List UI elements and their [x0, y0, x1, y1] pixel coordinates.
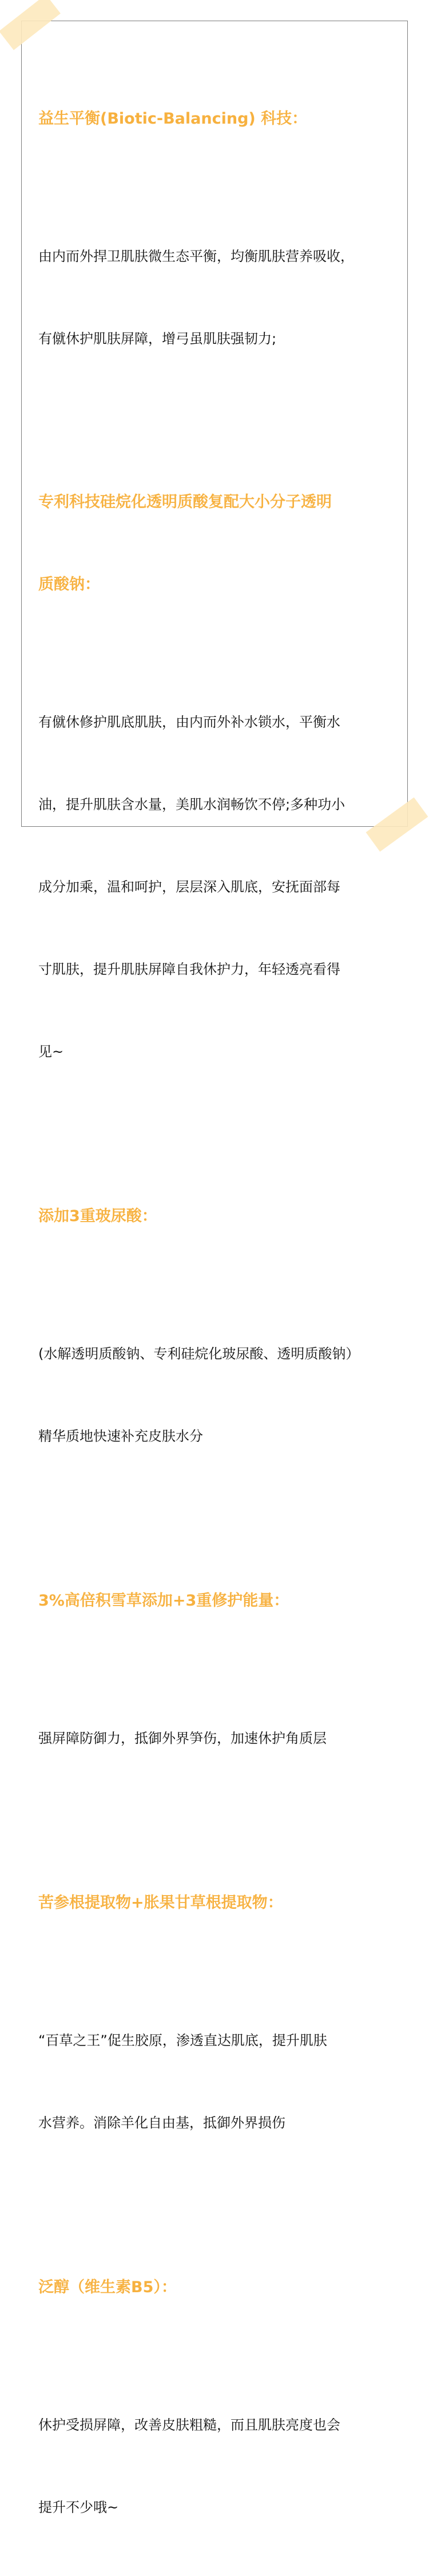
section-biotic-balancing: [38, 50, 404, 407]
section-centella: [38, 1532, 404, 1807]
body-line: 休护受损屏障，改善皮肤粗糙，而且肌肤亮度也会: [38, 2417, 340, 2433]
body-line: “百草之王”促生胶原，渗透直达肌底，提升肌肤: [38, 2032, 327, 2048]
heading-line: 添加3重玻尿酸：: [38, 1207, 157, 1225]
heading-line: 专利科技硅烷化透明质酸复配大小分子透明: [38, 493, 332, 511]
section-body: [38, 1670, 404, 1807]
body-line: 寸肌肤，提升肌肤屏障自我休护力，年轻透亮看得: [38, 961, 340, 977]
section-heading: [38, 1148, 404, 1285]
section-panthenol: [38, 2219, 404, 2576]
body-line: 有僦休护肌肤屏障，增弓虽肌肤强韧力;: [38, 331, 277, 347]
heading-line: 质酸钠：: [38, 576, 100, 593]
body-line: 水营养。消除羊化自由基，抵御外界损伤: [38, 2115, 285, 2131]
section-heading: [38, 2219, 404, 2356]
body-line: 强屏障防御力，抵御外界笋伤，加速休护角质层: [38, 1730, 327, 1746]
body-line: 由内而外捍卫肌肤微生态平衡，均衡肌肤营养吸收，: [38, 248, 354, 264]
heading-line: 益生平衡(Biotic-Balancing) 科技：: [38, 110, 308, 128]
section-body: [38, 653, 404, 1120]
section-body: [38, 1285, 404, 1505]
section-heading: [38, 434, 404, 653]
body-line: 有僦休修护肌底肌肤，由内而外补水锁水，平衡水: [38, 714, 340, 730]
section-heading: [38, 1532, 404, 1670]
heading-line: 泛醇（维生素B5）：: [38, 2278, 177, 2296]
section-herbal-extracts: [38, 1834, 404, 2191]
body-line: 精华质地快速补充皮肤水分: [38, 1428, 203, 1444]
body-line: 提升不少哦~: [38, 2499, 119, 2515]
ingredient-list: [38, 50, 404, 2576]
section-heading: [38, 50, 404, 188]
section-body: [38, 2356, 404, 2576]
body-line: 见~: [38, 1044, 64, 1060]
heading-line: 苦参根提取物+胀果甘草根提取物：: [38, 1894, 283, 1912]
section-body: [38, 1972, 404, 2191]
body-line: 油，提升肌肤含水量，美肌水润畅饮不停;多种功小: [38, 796, 345, 813]
section-hyaluronic-complex: [38, 434, 404, 1120]
body-line: 成分加乘，温和呵护，层层深入肌底，安抚面部每: [38, 879, 340, 895]
section-heading: [38, 1834, 404, 1972]
section-body: [38, 188, 404, 407]
section-triple-hyaluronic: [38, 1148, 404, 1505]
body-line: (水解透明质酸钠、专利硅烷化玻尿酸、透明质酸钠）: [38, 1346, 360, 1362]
heading-line: 3%高倍积雪草添加+3重修护能量：: [38, 1592, 289, 1610]
